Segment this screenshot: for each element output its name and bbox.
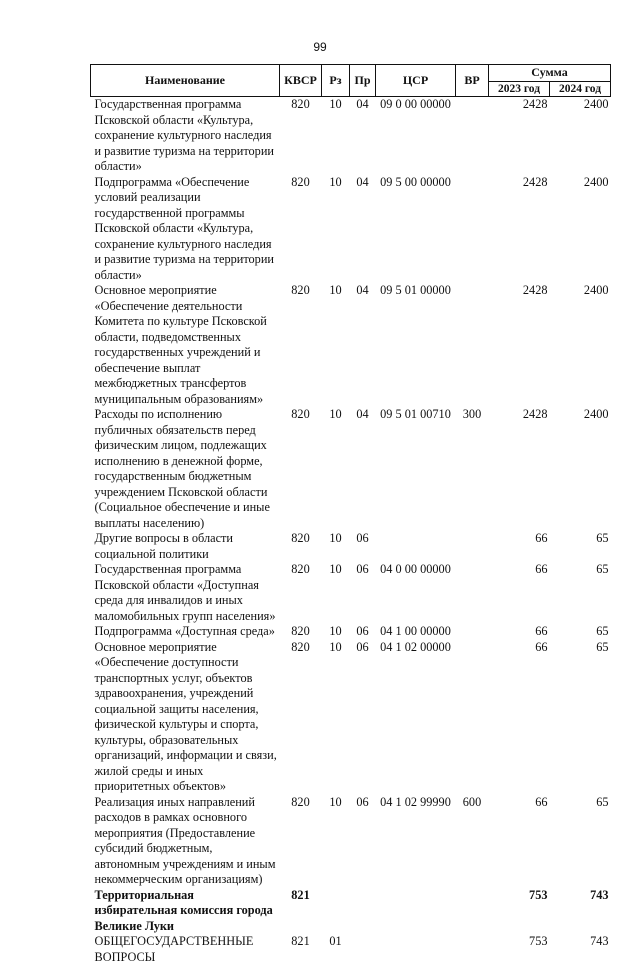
cell-pr: 04 [350, 175, 376, 284]
table-row [91, 640, 611, 795]
cell-kvsr: 820 [280, 407, 322, 531]
cell-name: Другие вопросы в области социальной политики [91, 531, 280, 562]
cell-sum-2023: 753 [489, 934, 550, 965]
cell-sum-2023: 66 [489, 531, 550, 562]
header-year-2023: 2023 год [489, 82, 550, 97]
cell-vr [456, 888, 489, 935]
cell-rz: 10 [322, 175, 350, 284]
cell-name: Основное мероприятие «Обеспечение деятельности Комитета по культуре Псковской области, подведомственных государственных учреждений и обеспечение выплат межбюджетных трансфертов муниципальным образованиям» [91, 283, 280, 407]
cell-pr: 04 [350, 283, 376, 407]
cell-kvsr: 820 [280, 97, 322, 175]
table-header [91, 65, 611, 97]
table-row [91, 624, 611, 640]
cell-rz [322, 888, 350, 935]
cell-pr: 06 [350, 531, 376, 562]
cell-name: Расходы по исполнению публичных обязательств перед физическим лицом, подлежащих исполнению в денежной форме, государственным бюджетным учреждением Псковской области (Социальное обеспечение и иные выплаты населению) [91, 407, 280, 531]
cell-kvsr: 820 [280, 795, 322, 888]
cell-csr: 09 5 00 00000 [376, 175, 456, 284]
cell-csr: 04 1 00 00000 [376, 624, 456, 640]
table-body [91, 97, 611, 965]
table-row [91, 795, 611, 888]
cell-sum-2024: 743 [550, 934, 611, 965]
cell-csr: 04 1 02 00000 [376, 640, 456, 795]
cell-pr: 06 [350, 624, 376, 640]
cell-kvsr: 821 [280, 934, 322, 965]
header-name: Наименование [91, 65, 280, 97]
cell-pr [350, 934, 376, 965]
cell-sum-2024: 2400 [550, 97, 611, 175]
cell-kvsr: 820 [280, 624, 322, 640]
cell-sum-2023: 66 [489, 640, 550, 795]
cell-vr [456, 640, 489, 795]
cell-pr: 04 [350, 407, 376, 531]
cell-sum-2023: 66 [489, 624, 550, 640]
header-rz: Рз [322, 65, 350, 97]
cell-name: Подпрограмма «Обеспечение условий реализации государственной программы Псковской области «Культура, сохранение культурного наследия и развитие туризма на территории области» [91, 175, 280, 284]
header-csr: ЦСР [376, 65, 456, 97]
page-number: 99 [0, 40, 640, 54]
cell-vr [456, 175, 489, 284]
cell-kvsr: 820 [280, 531, 322, 562]
cell-sum-2023: 2428 [489, 407, 550, 531]
cell-sum-2024: 2400 [550, 175, 611, 284]
cell-vr [456, 97, 489, 175]
cell-rz: 10 [322, 407, 350, 531]
cell-rz: 10 [322, 624, 350, 640]
cell-vr: 600 [456, 795, 489, 888]
cell-name: Подпрограмма «Доступная среда» [91, 624, 280, 640]
cell-kvsr: 820 [280, 640, 322, 795]
cell-vr [456, 624, 489, 640]
cell-kvsr: 820 [280, 175, 322, 284]
cell-csr [376, 531, 456, 562]
header-pr: Пр [350, 65, 376, 97]
cell-name: ОБЩЕГОСУДАРСТВЕННЫЕ ВОПРОСЫ [91, 934, 280, 965]
cell-csr: 09 0 00 00000 [376, 97, 456, 175]
cell-pr: 04 [350, 97, 376, 175]
cell-sum-2024: 65 [550, 562, 611, 624]
cell-sum-2024: 65 [550, 531, 611, 562]
cell-sum-2023: 2428 [489, 97, 550, 175]
cell-name: Территориальная избирательная комиссия города Великие Луки [91, 888, 280, 935]
cell-sum-2023: 2428 [489, 283, 550, 407]
header-kvsr: КВСР [280, 65, 322, 97]
cell-rz: 10 [322, 97, 350, 175]
cell-rz: 01 [322, 934, 350, 965]
cell-kvsr: 820 [280, 283, 322, 407]
cell-sum-2023: 66 [489, 562, 550, 624]
cell-sum-2024: 2400 [550, 283, 611, 407]
cell-sum-2024: 65 [550, 795, 611, 888]
cell-pr: 06 [350, 795, 376, 888]
cell-csr: 09 5 01 00710 [376, 407, 456, 531]
table-row [91, 934, 611, 965]
table-row [91, 407, 611, 531]
cell-rz: 10 [322, 795, 350, 888]
header-vr: ВР [456, 65, 489, 97]
cell-sum-2024: 65 [550, 624, 611, 640]
cell-csr [376, 934, 456, 965]
cell-pr: 06 [350, 640, 376, 795]
cell-vr [456, 934, 489, 965]
table-row [91, 562, 611, 624]
table-row [91, 175, 611, 284]
cell-vr: 300 [456, 407, 489, 531]
cell-csr: 04 0 00 00000 [376, 562, 456, 624]
table-row [91, 283, 611, 407]
cell-kvsr: 821 [280, 888, 322, 935]
cell-name: Основное мероприятие «Обеспечение доступности транспортных услуг, объектов здравоохранения, учреждений социальной защиты населения, физической культуры и спорта, культуры, образовательных организаций, информации и связи, жилой среды и иных приоритетных объектов» [91, 640, 280, 795]
cell-rz: 10 [322, 531, 350, 562]
cell-name: Государственная программа Псковской области «Культура, сохранение культурного наследия и развитие туризма на территории области» [91, 97, 280, 175]
cell-sum-2024: 65 [550, 640, 611, 795]
cell-rz: 10 [322, 562, 350, 624]
cell-pr: 06 [350, 562, 376, 624]
cell-csr: 04 1 02 99990 [376, 795, 456, 888]
cell-rz: 10 [322, 640, 350, 795]
cell-kvsr: 820 [280, 562, 322, 624]
budget-table [90, 64, 611, 965]
cell-pr [350, 888, 376, 935]
header-sum: Сумма [489, 65, 611, 82]
cell-sum-2024: 2400 [550, 407, 611, 531]
cell-sum-2023: 2428 [489, 175, 550, 284]
cell-name: Государственная программа Псковской области «Доступная среда для инвалидов и иных маломобильных групп населения» [91, 562, 280, 624]
table-row [91, 888, 611, 935]
cell-csr [376, 888, 456, 935]
cell-name: Реализация иных направлений расходов в рамках основного мероприятия (Предоставление субсидий бюджетным, автономным учреждениям и иным некоммерческим организациям) [91, 795, 280, 888]
table-row [91, 531, 611, 562]
cell-vr [456, 562, 489, 624]
table-row [91, 97, 611, 175]
cell-sum-2023: 753 [489, 888, 550, 935]
cell-sum-2023: 66 [489, 795, 550, 888]
cell-vr [456, 531, 489, 562]
cell-sum-2024: 743 [550, 888, 611, 935]
cell-rz: 10 [322, 283, 350, 407]
header-year-2024: 2024 год [550, 82, 611, 97]
cell-vr [456, 283, 489, 407]
cell-csr: 09 5 01 00000 [376, 283, 456, 407]
